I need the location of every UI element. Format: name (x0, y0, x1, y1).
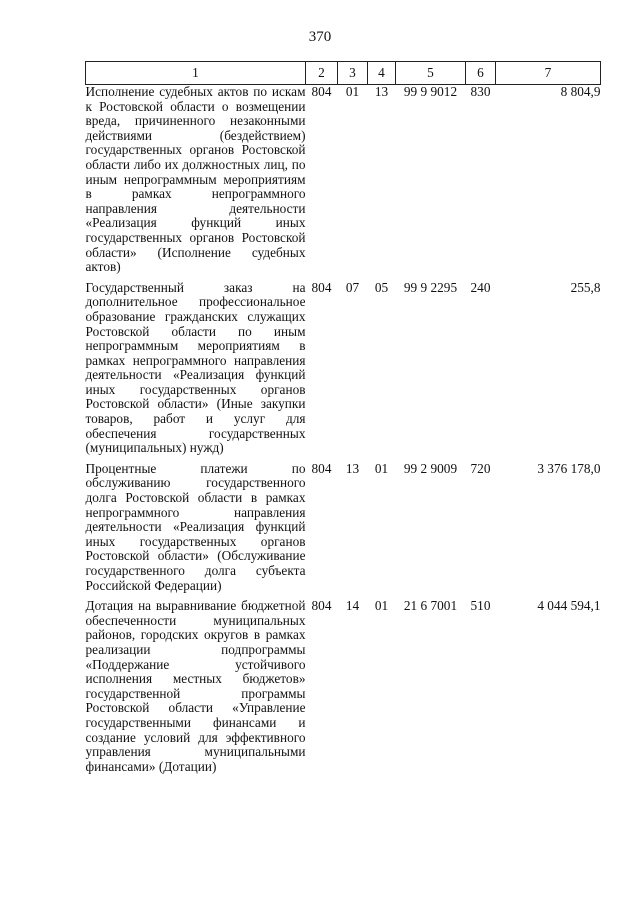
table-body (86, 85, 601, 781)
row-ministry: 804 (311, 84, 332, 99)
row-amount: 3 376 178,0 (537, 460, 601, 476)
header-cell-subsection: 4 (368, 62, 396, 85)
header-cell-expense-type: 6 (466, 62, 496, 85)
row-ministry: 804 (311, 460, 332, 476)
row-section: 07 (345, 279, 360, 295)
row-subsection: 13 (374, 84, 389, 99)
header-cell-section: 3 (338, 62, 368, 85)
page-number: 370 (308, 29, 332, 45)
row-target-article: 99 9 2295 (403, 279, 458, 295)
header-cell-amount: 7 (496, 62, 601, 85)
row-section: 13 (345, 460, 360, 476)
row-subsection: 01 (374, 460, 389, 476)
row-description: Процентные платежи по обслуживанию государственного долга Ростовской области в рамках непрограммного направления деятельности «Реализация функций иных государственных органов Ростовской области» (Обслуживание государственного долга субъекта Российской Федерации) (85, 460, 306, 593)
header-cell-description: 1 (86, 62, 306, 85)
row-expense-type: 240 (470, 279, 491, 295)
row-amount: 255,8 (570, 279, 601, 295)
row-amount: 4 044 594,1 (537, 598, 601, 614)
row-target-article: 99 9 9012 (403, 84, 458, 99)
row-ministry: 804 (311, 279, 332, 295)
row-target-article: 21 6 7001 (403, 598, 458, 614)
row-subsection: 01 (374, 598, 389, 614)
budget-table (85, 61, 601, 780)
header-cell-target-article: 5 (396, 62, 466, 85)
row-subsection: 05 (374, 279, 389, 295)
row-section: 14 (345, 598, 360, 614)
table-row (86, 599, 601, 780)
header-row (86, 62, 601, 85)
table-row (86, 281, 601, 462)
row-expense-type: 510 (470, 598, 491, 614)
row-target-article: 99 2 9009 (403, 460, 458, 476)
row-expense-type: 830 (470, 84, 491, 99)
row-amount: 8 804,9 (560, 84, 601, 99)
row-ministry: 804 (311, 598, 332, 614)
row-description: Государственный заказ на дополнительное профессиональное образование гражданских служащих Ростовской области по иным непрограммным мероприятиям в рамках непрограммного направления деятельности «Реализация функций иных государственных органов Ростовской области» (Иные закупки товаров, работ и услуг для обеспечения государственных (муниципальных) нужд) (85, 279, 306, 456)
header-cell-ministry: 2 (306, 62, 338, 85)
row-expense-type: 720 (470, 460, 491, 476)
row-description: Дотация на выравнивание бюджетной обеспеченности муниципальных районов, городских округов в рамках реализации подпрограммы «Поддержание устойчивого исполнения местных бюджетов» государственной программы Ростовской области «Управление государственными финансами и создание условий для эффективного управления муниципальными финансами» (Дотации) (85, 598, 306, 774)
row-description: Исполнение судебных актов по искам к Ростовской области о возмещении вреда, причиненного незаконными действиями (бездействием) государственных органов Ростовской области либо их должностных лиц, по иным непрограммным мероприятиям в рамках непрограммного направления деятельности «Реализация функций иных государственных органов Ростовской области» (Исполнение судебных актов) (85, 84, 306, 275)
table-row (86, 462, 601, 599)
row-section: 01 (345, 84, 360, 99)
table-header (86, 62, 601, 85)
table-row (86, 85, 601, 281)
